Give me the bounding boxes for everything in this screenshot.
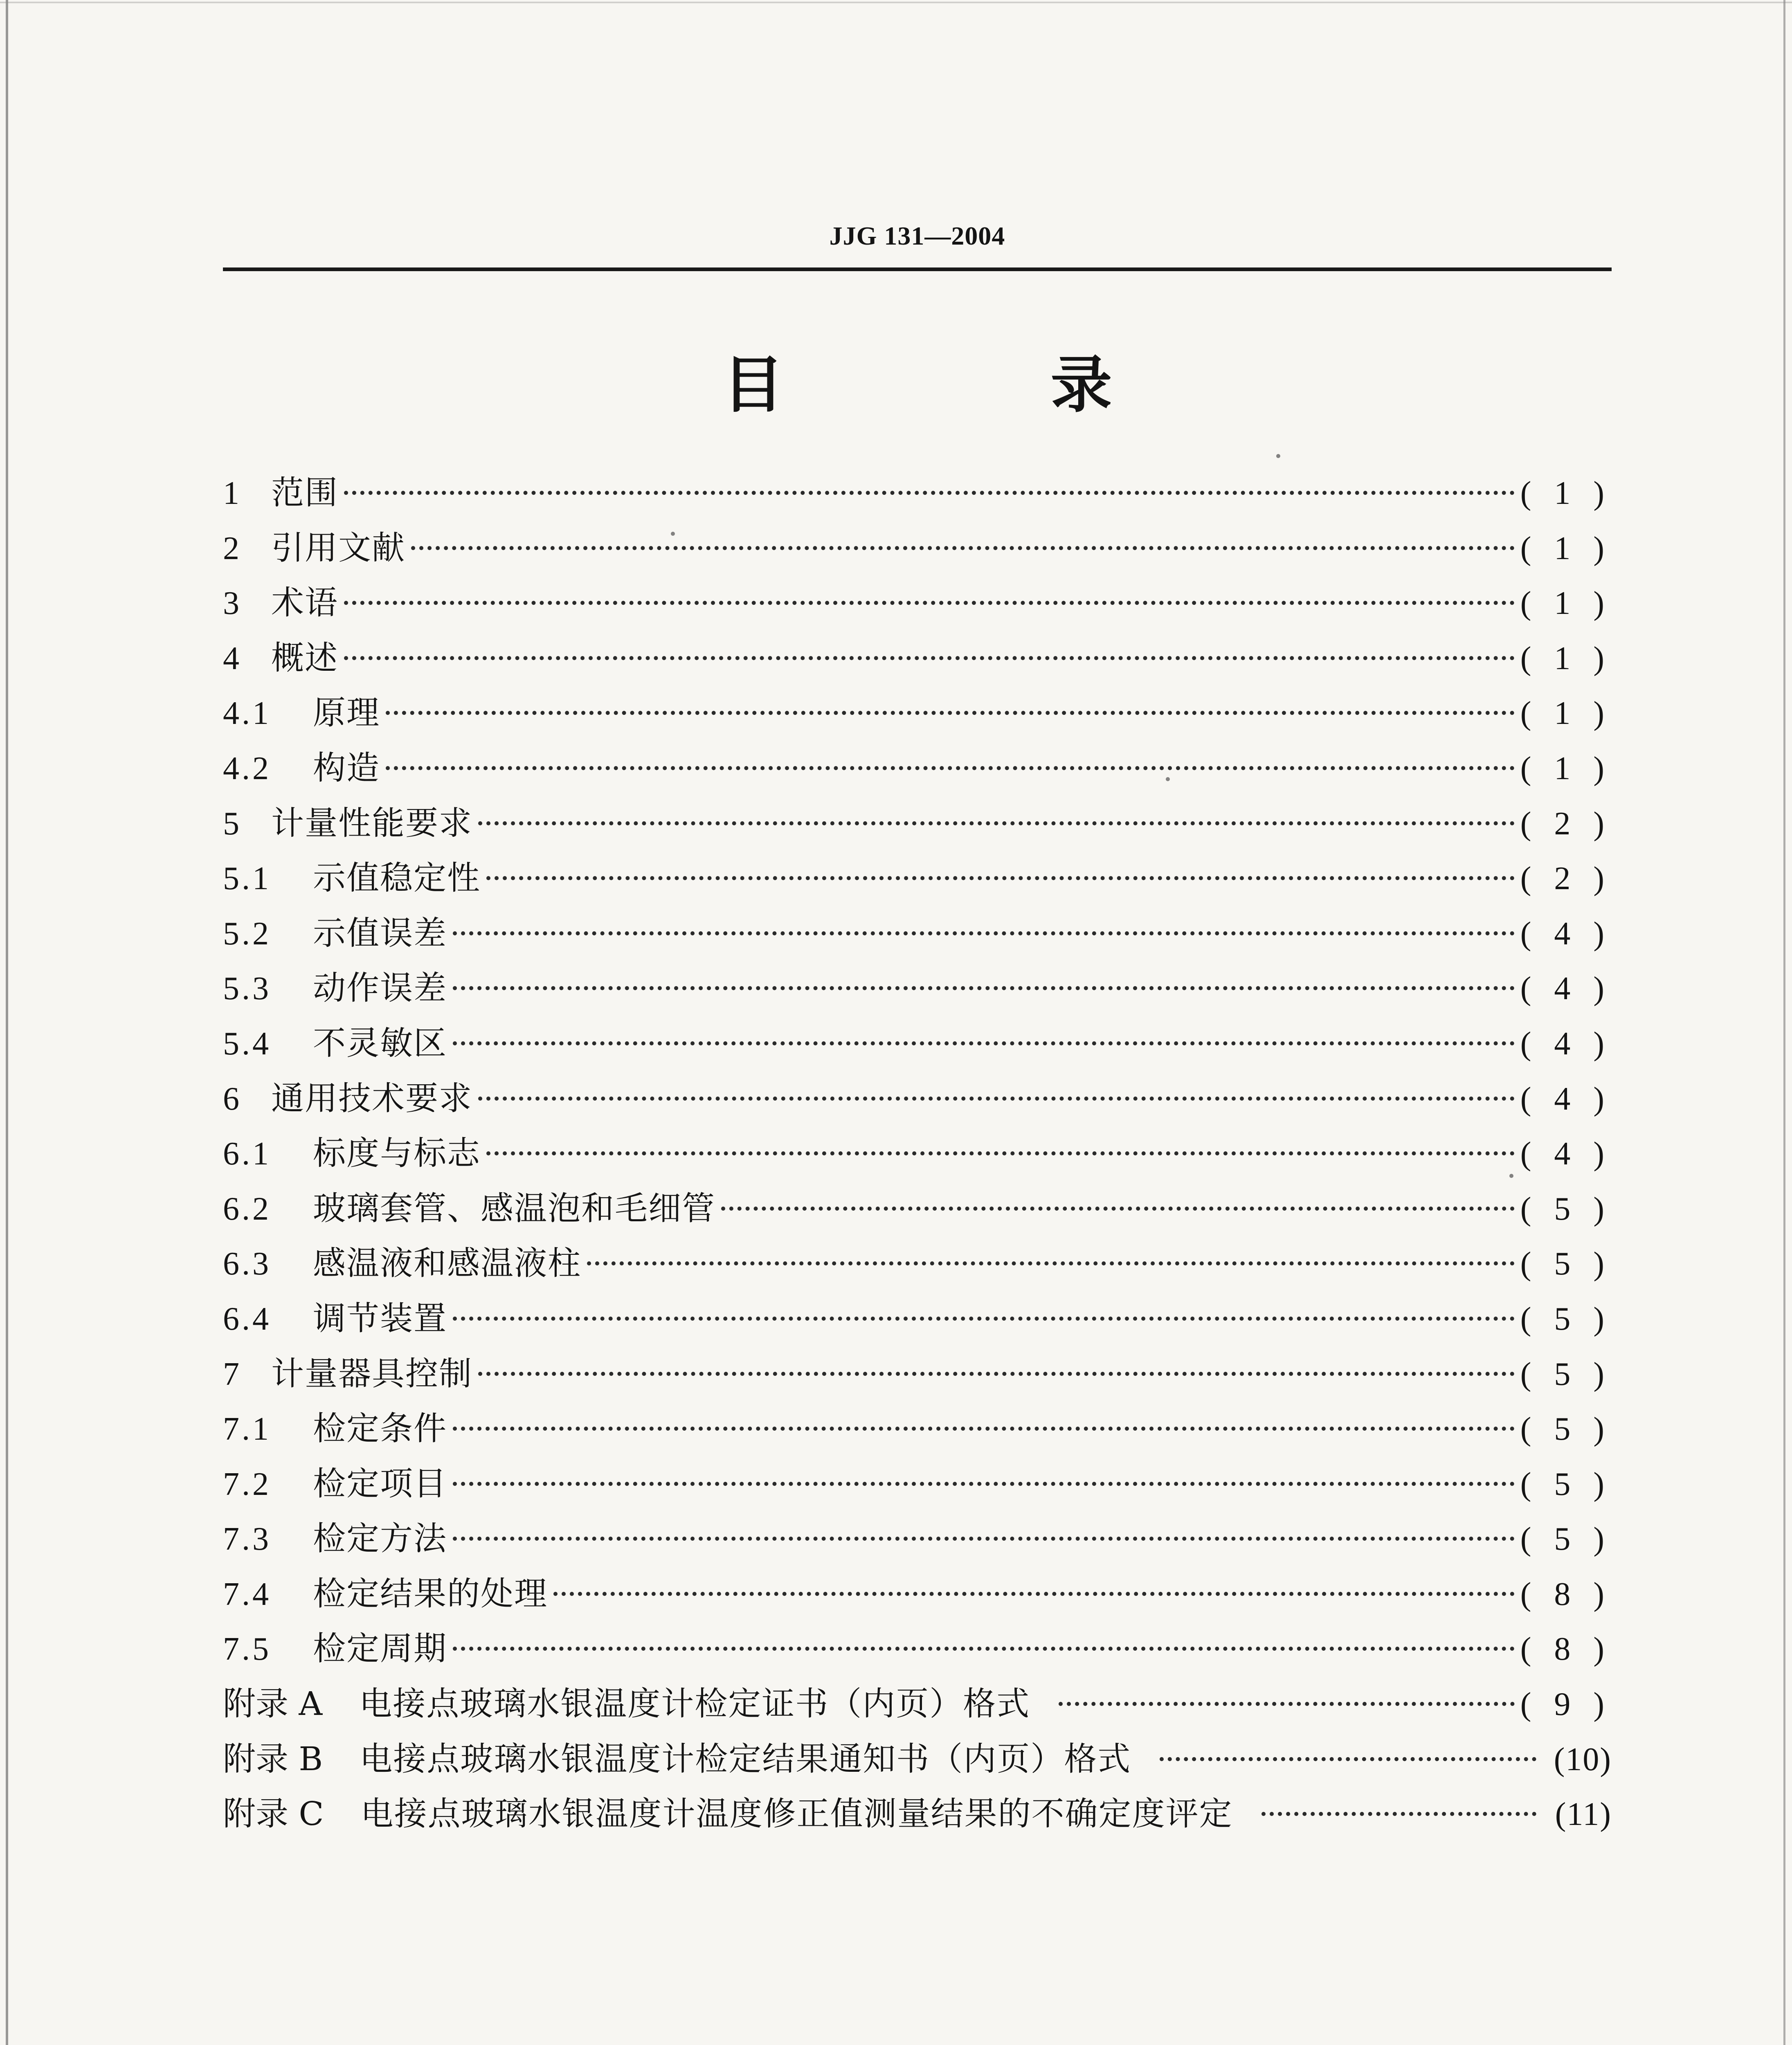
- toc-entry: [223, 1787, 1612, 1843]
- toc-entry-page: ( 5 ): [1520, 1521, 1612, 1557]
- toc-entry-number: 6.3: [223, 1246, 271, 1282]
- toc-entry: [223, 1017, 1612, 1072]
- scan-edge-left: [6, 0, 8, 2045]
- toc-entry: [223, 1292, 1612, 1347]
- toc-entry-number: 5.4: [223, 1025, 271, 1062]
- toc-dot-leader: [344, 656, 1515, 660]
- toc-entry: [223, 1182, 1612, 1237]
- toc-dot-leader: [478, 1097, 1515, 1101]
- toc-dot-leader: [453, 986, 1515, 990]
- toc-entry-page: ( 1 ): [1520, 530, 1612, 566]
- toc-entry: [223, 631, 1612, 687]
- toc-entry-label: 检定项目: [313, 1464, 447, 1503]
- toc-entry-number: 7: [223, 1356, 239, 1392]
- toc-entry-page: ( 5 ): [1520, 1246, 1612, 1282]
- toc-entry: [223, 1733, 1612, 1788]
- toc-dot-leader: [453, 1647, 1515, 1651]
- toc-entry-label: 不灵敏区: [313, 1024, 447, 1062]
- toc-entry: [223, 576, 1612, 631]
- toc-entry: [223, 1402, 1612, 1457]
- toc-entry-page: ( 1 ): [1520, 640, 1612, 676]
- toc-entry-number: 4: [223, 640, 239, 676]
- toc-dot-leader: [453, 1537, 1515, 1541]
- toc-entry: [223, 1622, 1612, 1677]
- toc-dot-leader: [553, 1592, 1515, 1596]
- toc-entry-page: ( 8 ): [1520, 1631, 1612, 1667]
- toc-entry-number: 4.2: [223, 750, 271, 787]
- toc-entry-page: ( 5 ): [1520, 1301, 1612, 1337]
- toc-entry-number: 6.4: [223, 1301, 271, 1337]
- toc-dot-leader: [1059, 1702, 1515, 1706]
- toc-entry-label: 玻璃套管、感温泡和毛细管: [313, 1189, 715, 1227]
- toc-entry-number: 6: [223, 1081, 239, 1117]
- toc-dot-leader: [453, 1427, 1515, 1431]
- toc-dot-leader: [344, 601, 1515, 605]
- toc-entry-label: 示值误差: [313, 914, 447, 952]
- toc-entry-page: ( 4 ): [1520, 1081, 1612, 1117]
- toc-dot-leader: [453, 931, 1515, 935]
- toc-entry-label: 调节装置: [313, 1299, 447, 1337]
- toc-entry-page: ( 5 ): [1520, 1191, 1612, 1227]
- toc-entry: [223, 907, 1612, 962]
- toc-dot-leader: [486, 1151, 1515, 1155]
- toc-entry-label: 标度与标志: [313, 1134, 481, 1173]
- toc-entry-page: ( 1 ): [1520, 585, 1612, 622]
- toc-dot-leader: [486, 876, 1515, 880]
- scan-speck: [1509, 1174, 1513, 1178]
- toc-entry: [223, 521, 1612, 577]
- toc-entry-page: ( 4 ): [1520, 971, 1612, 1007]
- toc-entry: [223, 1677, 1612, 1733]
- toc-entry-label: 电接点玻璃水银温度计检定证书（内页）格式: [359, 1685, 1030, 1723]
- toc-dot-leader: [478, 821, 1515, 825]
- toc-entry-page: ( 8 ): [1520, 1576, 1612, 1612]
- toc-entry-label: 检定条件: [313, 1409, 447, 1448]
- toc-entry-number: 5.3: [223, 971, 271, 1007]
- toc-entry-label: 检定结果的处理: [313, 1574, 548, 1613]
- toc-entry: [223, 1347, 1612, 1402]
- toc-entry-number: 7.5: [223, 1631, 271, 1667]
- toc-dot-leader: [453, 1041, 1515, 1045]
- toc-entry-page: ( 1 ): [1520, 475, 1612, 511]
- toc-dot-leader: [1261, 1812, 1536, 1816]
- toc-dot-leader: [478, 1372, 1515, 1376]
- toc-entry: [223, 852, 1612, 907]
- header-rule: [223, 267, 1612, 271]
- toc-entry-label: 构造: [313, 748, 380, 787]
- toc-entry: [223, 742, 1612, 797]
- toc-entry-page: ( 5 ): [1520, 1466, 1612, 1502]
- toc-entry-label: 电接点玻璃水银温度计检定结果通知书（内页）格式: [360, 1739, 1131, 1778]
- toc-entry-label: 计量性能要求: [271, 804, 472, 842]
- toc-entry-label: 通用技术要求: [271, 1079, 472, 1117]
- toc-dot-leader: [386, 711, 1515, 715]
- toc-entry-number: 7.2: [223, 1466, 271, 1502]
- toc-entry: [223, 466, 1612, 521]
- toc-entry-page: ( 2 ): [1520, 805, 1612, 842]
- toc-entry: [223, 1072, 1612, 1127]
- toc-entry-label: 范围: [271, 474, 338, 512]
- toc-entry-number: 6.1: [223, 1136, 271, 1172]
- toc-entry-page: ( 4 ): [1520, 915, 1612, 952]
- toc-entry-number: 5.1: [223, 861, 271, 897]
- toc-entry: [223, 1457, 1612, 1512]
- scan-edge-top: [0, 2, 1792, 3]
- toc-dot-leader: [453, 1482, 1515, 1486]
- toc-entry-number: 4.1: [223, 695, 271, 732]
- toc-entry-label: 术语: [271, 584, 338, 622]
- toc-entry-number: 5.2: [223, 915, 271, 952]
- toc-entry-number: 1: [223, 475, 239, 511]
- toc-entry-page: ( 1 ): [1520, 695, 1612, 732]
- page-title: 目 录: [722, 350, 1235, 421]
- toc-entry: [223, 1567, 1612, 1623]
- toc-entry-page: ( 5 ): [1520, 1411, 1612, 1447]
- toc-entry-number: 7.4: [223, 1576, 271, 1612]
- table-of-contents: [223, 466, 1612, 1843]
- toc-entry-number: 附录 B: [223, 1739, 323, 1778]
- toc-entry-number: 7.1: [223, 1411, 271, 1447]
- toc-entry-label: 计量器具控制: [271, 1354, 472, 1393]
- scan-edge-right: [1783, 0, 1785, 2045]
- toc-entry-label: 概述: [271, 638, 338, 677]
- toc-dot-leader: [411, 546, 1515, 550]
- toc-entry-page: ( 4 ): [1520, 1025, 1612, 1062]
- toc-entry: [223, 797, 1612, 852]
- toc-entry-number: 3: [223, 585, 239, 622]
- toc-entry: [223, 1237, 1612, 1292]
- toc-dot-leader: [386, 766, 1515, 770]
- toc-entry-page: ( 9 ): [1520, 1686, 1612, 1723]
- toc-entry-number: 7.3: [223, 1521, 271, 1557]
- toc-entry: [223, 1512, 1612, 1567]
- toc-entry: [223, 686, 1612, 742]
- scan-speck: [1276, 454, 1280, 458]
- toc-entry: [223, 962, 1612, 1017]
- toc-dot-leader: [344, 491, 1515, 495]
- toc-dot-leader: [587, 1261, 1515, 1265]
- toc-entry: [223, 1127, 1612, 1182]
- toc-entry-label: 检定周期: [313, 1629, 447, 1668]
- toc-entry-page: ( 1 ): [1520, 750, 1612, 787]
- toc-entry-label: 引用文献: [271, 528, 405, 567]
- toc-dot-leader: [1160, 1757, 1536, 1761]
- toc-entry-number: 2: [223, 530, 239, 566]
- toc-entry-number: 6.2: [223, 1191, 271, 1227]
- toc-entry-number: 附录 C: [223, 1795, 324, 1833]
- toc-entry-number: 附录 A: [223, 1685, 323, 1723]
- running-header: JJG 131—2004: [829, 221, 1005, 250]
- scan-speck: [671, 532, 675, 536]
- toc-entry-page: ( 4 ): [1520, 1136, 1612, 1172]
- toc-entry-page: ( 5 ): [1520, 1356, 1612, 1392]
- toc-entry-label: 检定方法: [313, 1519, 447, 1558]
- toc-entry-page: (10): [1554, 1741, 1612, 1778]
- toc-entry-label: 动作误差: [313, 969, 447, 1007]
- toc-entry-label: 电接点玻璃水银温度计温度修正值测量结果的不确定度评定: [360, 1795, 1233, 1833]
- toc-entry-page: ( 2 ): [1520, 861, 1612, 897]
- toc-entry-label: 原理: [313, 694, 380, 732]
- toc-dot-leader: [453, 1317, 1515, 1321]
- toc-entry-label: 示值稳定性: [313, 859, 481, 897]
- toc-dot-leader: [721, 1207, 1515, 1211]
- scan-speck: [1166, 777, 1170, 781]
- toc-entry-label: 感温液和感温液柱: [313, 1244, 581, 1283]
- toc-entry-number: 5: [223, 805, 239, 842]
- toc-entry-page: (11): [1555, 1796, 1612, 1833]
